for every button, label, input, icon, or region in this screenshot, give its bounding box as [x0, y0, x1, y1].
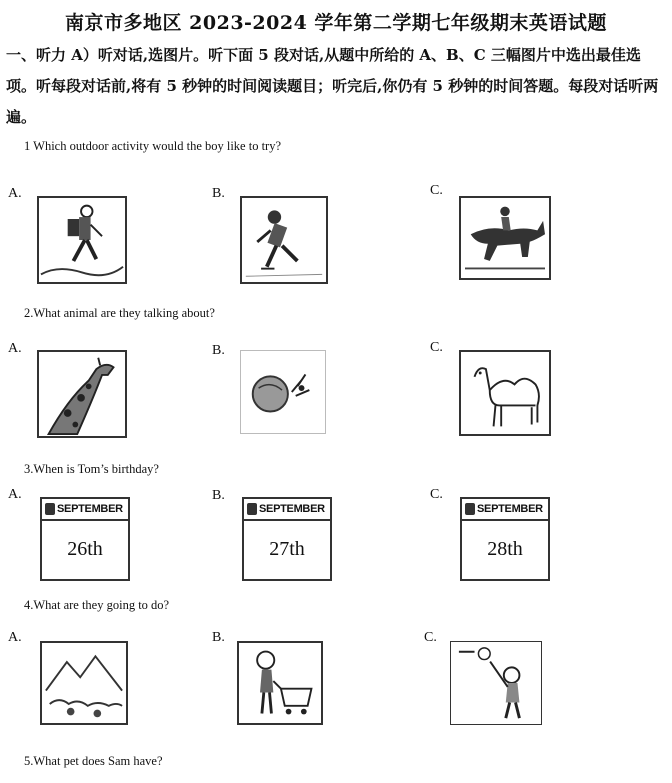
- calendar-26th[interactable]: [40, 497, 130, 581]
- horse-riding-picture[interactable]: [459, 196, 551, 280]
- calendar-icon: [465, 503, 475, 515]
- option-c-label: C.: [430, 183, 443, 198]
- page-title: 南京市多地区 2023-2024 学年第二学期七年级期末英语试题: [65, 12, 607, 34]
- option-a-label: A.: [8, 630, 22, 645]
- camel-picture[interactable]: [459, 350, 551, 436]
- option-c-label: C.: [424, 630, 437, 645]
- calendar-27th[interactable]: [242, 497, 332, 581]
- hedgehog-picture[interactable]: [240, 350, 326, 434]
- calendar-day: 28th: [487, 538, 523, 560]
- calendar-month: SEPTEMBER: [244, 499, 330, 521]
- question-1: 1 Which outdoor activity would the boy like to try?: [24, 139, 282, 153]
- option-c-label: C.: [430, 340, 443, 355]
- option-a-label: A.: [8, 186, 22, 201]
- calendar-icon: [45, 503, 55, 515]
- option-a-label: A.: [8, 487, 22, 502]
- basketball-picture[interactable]: [450, 641, 542, 725]
- giraffe-picture[interactable]: [37, 350, 127, 438]
- question-4: 4.What are they going to do?: [24, 598, 170, 612]
- calendar-icon: [247, 503, 257, 515]
- calendar-month: SEPTEMBER: [42, 499, 128, 521]
- mountain-picture[interactable]: [40, 641, 128, 725]
- question-3: 3.When is Tom’s birthday?: [24, 462, 159, 476]
- option-b-label: B.: [212, 186, 225, 201]
- option-c-label: C.: [430, 487, 443, 502]
- question-2: 2.What animal are they talking about?: [24, 306, 215, 320]
- calendar-28th[interactable]: [460, 497, 550, 581]
- option-b-label: B.: [212, 343, 225, 358]
- option-b-label: B.: [212, 630, 225, 645]
- hiking-picture[interactable]: [37, 196, 127, 284]
- option-b-label: B.: [212, 488, 225, 503]
- shopping-picture[interactable]: [237, 641, 323, 725]
- calendar-day: 27th: [269, 538, 305, 560]
- ice-skating-picture[interactable]: [240, 196, 328, 284]
- instructions: 一、听力 A）听对话,选图片。听下面 5 段对话,从题中所给的 A、B、C 三幅图片中选出最佳选项。听每段对话前,将有 5 秒钟的时间阅读题目；听完后,你仍有 5 秒钟的时间答题。每段对话听两遍。: [6, 46, 659, 126]
- question-5: 5.What pet does Sam have?: [24, 754, 163, 768]
- calendar-day: 26th: [67, 538, 103, 560]
- option-a-label: A.: [8, 341, 22, 356]
- calendar-month: SEPTEMBER: [462, 499, 548, 521]
